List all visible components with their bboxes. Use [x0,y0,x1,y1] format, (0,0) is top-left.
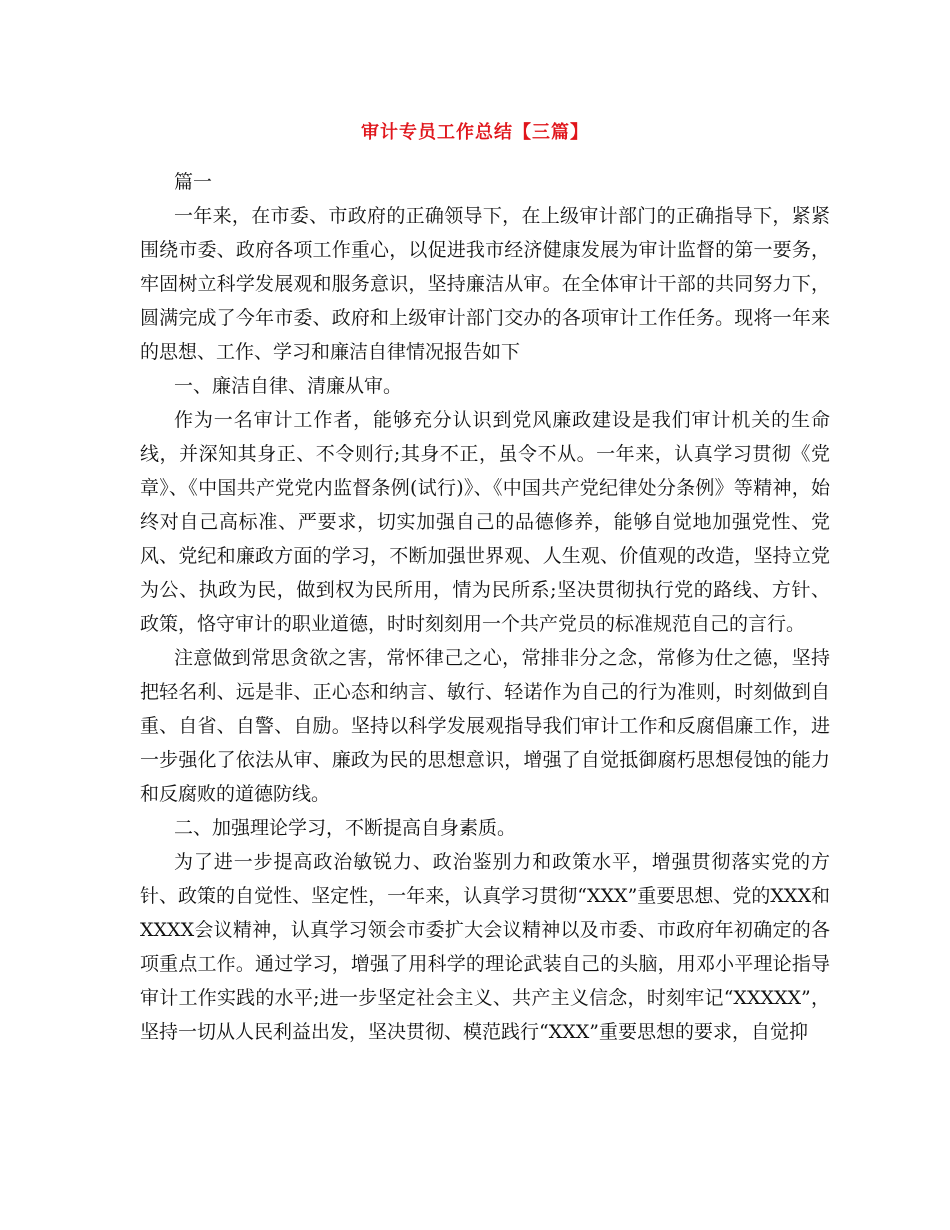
document-title: 审计专员工作总结【三篇】 [361,122,589,143]
section-heading-integrity: 一、廉洁自律、清廉从审。 [174,375,403,397]
section-heading-part-one: 篇一 [174,171,213,193]
body-paragraph-intro: 一年来，在市委、市政府的正确领导下，在上级审计部门的正确指导下，紧紧围绕市委、政府各项工作重心，以促进我市经济健康发展为审计监督的第一要务，牢固树立科学发展观和服务意识，坚持廉洁从审。在全体审计干部的共同努力下，圆满完成了今年市委、政府和上级审计部门交办的各项审计工作任务。现将一年来的思想、工作、学习和廉洁自律情况报告如下 [140,205,830,363]
section-heading-theory-study: 二、加强理论学习，不断提高自身素质。 [174,817,517,839]
body-paragraph-integrity-1: 作为一名审计工作者，能够充分认识到党风廉政建设是我们审计机关的生命线，并深知其身正、不令则行;其身不正，虽令不从。一年来，认真学习贯彻《党章》、《中国共产党党内监督条例(试行)》、《中国共产党纪律处分条例》等精神，始终对自己高标准、严要求，切实加强自己的品德修养，能够自觉地加强党性、党风、党纪和廉政方面的学习，不断加强世界观、人生观、价值观的改造，坚持立党为公、执政为民，做到权为民所用，情为民所系;坚决贯彻执行党的路线、方针、政策，恪守审计的职业道德，时时刻刻用一个共产党员的标准规范自己的言行。 [140,409,830,635]
body-paragraph-integrity-2: 注意做到常思贪欲之害，常怀律己之心，常排非分之念，常修为仕之德，坚持把轻名利、远是非、正心态和纳言、敏行、轻诺作为自己的行为准则，时刻做到自重、自省、自警、自励。坚持以科学发展观指导我们审计工作和反腐倡廉工作，进一步强化了依法从审、廉政为民的思想意识，增强了自觉抵御腐朽思想侵蚀的能力和反腐败的道德防线。 [140,647,830,805]
body-paragraph-theory-study: 为了进一步提高政治敏锐力、政治鉴别力和政策水平，增强贯彻落实党的方针、政策的自觉性、坚定性，一年来，认真学习贯彻“XXX”重要思想、党的XXX和XXXX会议精神，认真学习领会市委扩大会议精神以及市委、市政府年初确定的各项重点工作。通过学习，增强了用科学的理论武装自己的头脑，用邓小平理论指导审计工作实践的水平;进一步坚定社会主义、共产主义信念，时刻牢记“XXXXX”，坚持一切从人民利益出发，坚决贯彻、模范践行“XXX”重要思想的要求，自觉抑 [140,851,830,1043]
document-body [140,165,830,1049]
